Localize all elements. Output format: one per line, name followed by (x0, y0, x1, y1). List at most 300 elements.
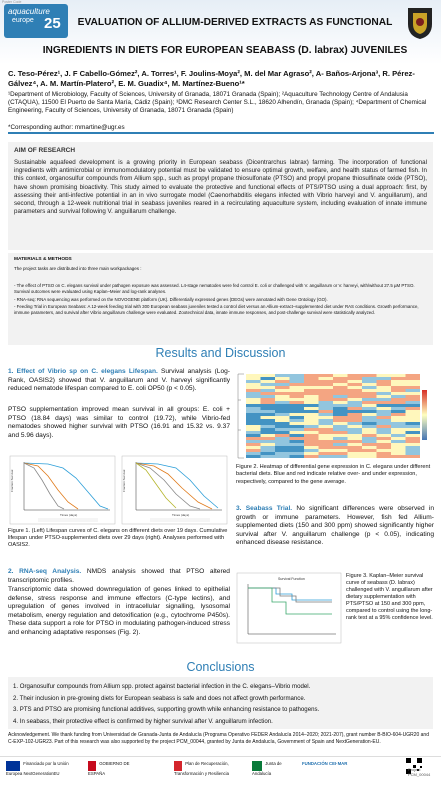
heatmap-cell (319, 413, 334, 416)
heatmap-cell (406, 392, 421, 395)
heatmap-cell (333, 431, 348, 434)
heatmap-cell (319, 428, 334, 431)
logo-year: 25 (44, 15, 61, 32)
heatmap-cell (275, 431, 290, 434)
heatmap-cell (319, 377, 334, 380)
heatmap-cell (261, 428, 276, 431)
heatmap-cell (304, 455, 319, 458)
heatmap-cell (261, 455, 276, 458)
heatmap-cell (406, 416, 421, 419)
heatmap-cell (275, 443, 290, 446)
heatmap-cell (333, 416, 348, 419)
heatmap-cell (377, 404, 392, 407)
heatmap-cell (319, 389, 334, 392)
footer-logo-text: Plan de Recuperación, Transformación y Resiliencia (174, 761, 230, 776)
heatmap-cell (362, 449, 377, 452)
heatmap-cell (261, 425, 276, 428)
heatmap-cell (304, 437, 319, 440)
heatmap-cell (406, 440, 421, 443)
heatmap-cell (319, 410, 334, 413)
heatmap-cell (290, 377, 305, 380)
heatmap-cell (348, 380, 363, 383)
heatmap-cell (391, 449, 406, 452)
heatmap-cell (406, 455, 421, 458)
heatmap-cell (391, 410, 406, 413)
heatmap-cell (348, 389, 363, 392)
heatmap-cell (391, 401, 406, 404)
heatmap-cell (377, 446, 392, 449)
heatmap-cell (261, 389, 276, 392)
heatmap-cell (304, 398, 319, 401)
heatmap-cell (290, 440, 305, 443)
conclusion-item: 4. In seabass, their protective effect is confirmed by higher survival after V. anguillarum infection. (13, 717, 273, 725)
heatmap-cell (275, 422, 290, 425)
heatmap-cell (290, 404, 305, 407)
heatmap-cell (246, 434, 261, 437)
heatmap-cell (406, 443, 421, 446)
heatmap-cell (333, 374, 348, 377)
heatmap-cell (406, 428, 421, 431)
conclusion-item: 1. Organosulfur compounds from Allium spp. protect against bacterial infection in the C. elegans–Vibrio model. (13, 683, 311, 690)
heatmap-cell (348, 419, 363, 422)
heatmap-cell (362, 452, 377, 455)
heatmap-cell (406, 383, 421, 386)
heatmap-cell (275, 389, 290, 392)
heatmap-cell (391, 431, 406, 434)
heatmap-cell (304, 449, 319, 452)
heatmap-cell (391, 434, 406, 437)
heatmap-cell (406, 425, 421, 428)
heatmap-cell (406, 431, 421, 434)
heatmap-cell (246, 386, 261, 389)
heatmap-cell (348, 422, 363, 425)
heatmap-cell (275, 401, 290, 404)
heatmap-cell (377, 401, 392, 404)
heatmap-cell (362, 437, 377, 440)
heatmap-cell (275, 416, 290, 419)
heatmap-cell (377, 389, 392, 392)
heatmap-cell (362, 407, 377, 410)
heatmap-cell (391, 398, 406, 401)
eu-funding-logo (6, 761, 80, 779)
heatmap-cell (275, 374, 290, 377)
heatmap-cell (362, 434, 377, 437)
heatmap-cell (246, 455, 261, 458)
heatmap-cell (348, 398, 363, 401)
heatmap-cell (261, 395, 276, 398)
heatmap-cell (362, 401, 377, 404)
heatmap-cell (275, 377, 290, 380)
heatmap-cell (362, 419, 377, 422)
methods-heading: MATERIALS & METHODS (14, 257, 72, 262)
heatmap-cell (261, 431, 276, 434)
heatmap-cell (391, 437, 406, 440)
figure-3-caption: Figure 3. Kaplan–Meier survival curve of seabass (D. labrax) challenged with V. anguillarum after dietary supplementation with PTS/PTSO at 150 and 300 ppm, compared to control using the long-rank test at a 95% confidence level. (346, 573, 433, 621)
heatmap-cell (377, 428, 392, 431)
heatmap-cell (290, 434, 305, 437)
heatmap-cell (304, 380, 319, 383)
heatmap-cell (290, 428, 305, 431)
heatmap-cell (406, 446, 421, 449)
heatmap-cell (246, 422, 261, 425)
heatmap-cell (333, 377, 348, 380)
heatmap-cell (348, 452, 363, 455)
heatmap-cell (290, 374, 305, 377)
heatmap-cell (290, 407, 305, 410)
heatmap-cell (362, 374, 377, 377)
heatmap-cell (261, 392, 276, 395)
heatmap-cell (290, 401, 305, 404)
heatmap-cell (246, 440, 261, 443)
heatmap-cell (348, 401, 363, 404)
heatmap-cell (406, 434, 421, 437)
heatmap-cell (333, 383, 348, 386)
methods-item: - RNA-seq: RNA sequencing was performed on the NOVOGENE platform (UK). Differentially expressed genes (DEGs) were annotated with Gene Ontology (GO). (14, 296, 328, 302)
junta-andalucia-logo (252, 761, 296, 779)
heatmap-cell (261, 434, 276, 437)
heatmap-cell (246, 449, 261, 452)
figure-3-survival-curve (236, 572, 342, 644)
heatmap-cell (362, 416, 377, 419)
heatmap-cell (246, 389, 261, 392)
result-2b-text: Transcriptomic data showed downregulation of genes linked to epithelial defense, stress response and immune effectors (C-type lectins), and upregulation of genes involved in intracellular signalling, lysosomal metabolism, energy regulation and detoxification (e.g., cytochrome P450s). These data support a role for PTSO in modulating pathogen-induced stress and enhancing adaptative responses (Fig. 2). (8, 586, 230, 636)
heatmap-cell (304, 440, 319, 443)
heatmap-cell (275, 407, 290, 410)
heatmap-cell (391, 374, 406, 377)
heatmap-cell (290, 419, 305, 422)
heatmap-cell (377, 434, 392, 437)
plan-recuperacion-logo (174, 761, 244, 779)
heatmap-cell (290, 446, 305, 449)
aim-section (8, 142, 433, 250)
heatmap-cell (319, 392, 334, 395)
heatmap-cell (362, 446, 377, 449)
heatmap-cell (304, 386, 319, 389)
heatmap-cell (319, 452, 334, 455)
heatmap-cell (290, 422, 305, 425)
heatmap-cell (406, 407, 421, 410)
heatmap-cell (348, 428, 363, 431)
author-list: C. Teso-Pérez¹, J. F Cabello-Gómez², A. Torres¹, F. Joulins-Moya², M. del Mar Agraso², A- Baños-Arjona³, R. Pérez-Gálvez⁴, A. M. Martín-Platero², E. M. Guadix⁴, M. Martínez-Bueno¹* (8, 69, 415, 88)
heatmap-cell (319, 437, 334, 440)
aim-text: Sustainable aquafeed development is a growing priority in European seabass (Dicentrarchus labrax) farming. The incorporation of functional ingredients with antimicrobial or immunomodulatory potential must be validated to ensure optimal growth, welfare, and health status of farmed fish. In this context, organosulfur compounds from Allium spp., such as propyl propane thiosulfonate (PTSO) and propyl propane thiosulfinate oxide (PTSO), have shown promising bioactivity. This study aimed to evaluate the protective and functional effects of PTS/PTSO using a dual approach: first, by assessing their anti-infective potential in an in vivo surrogate model (Caenorhabditis elegans infected with Vibrio harveyi and V. anguillarum), and second, through a 12-week nutritional trial in seabass juveniles reared in a recirculating aquaculture system, including evaluation of innate immune parameters and survival following V. anguillarum challenge. (14, 159, 427, 216)
heatmap-cell (275, 383, 290, 386)
heatmap-cell (261, 413, 276, 416)
heatmap-cell (348, 410, 363, 413)
heatmap-cell (304, 395, 319, 398)
heatmap-cell (275, 455, 290, 458)
heatmap-cell (333, 398, 348, 401)
heatmap-cell (348, 404, 363, 407)
heatmap-cell (362, 386, 377, 389)
result-2-text: NMDS analysis showed that PTSO altered transcriptomic profiles. (8, 568, 230, 584)
heatmap-cell (333, 413, 348, 416)
conclusion-item: 3. PTS and PTSO are promising functional additives, supporting growth while enhancing resistance to pathogens. (13, 706, 320, 713)
heatmap-cell (246, 392, 261, 395)
heatmap-cell (377, 377, 392, 380)
heatmap-cell (377, 413, 392, 416)
heatmap-cell (246, 413, 261, 416)
result-1-title: 1. Effect of Vibrio sp on C. elegans Lifespan. (8, 368, 158, 375)
junta-icon (252, 761, 262, 771)
logo-line1: aquaculture (8, 7, 50, 16)
heatmap-cell (246, 416, 261, 419)
fig3-title: Survival Function (278, 577, 305, 581)
ceimar-logo (302, 761, 352, 779)
heatmap-cell (261, 437, 276, 440)
heatmap-cell (391, 422, 406, 425)
heatmap-cell (348, 377, 363, 380)
heatmap-cell (261, 401, 276, 404)
methods-list (14, 283, 427, 317)
corresponding-author: *Corresponding author: mmartine@ugr.es (8, 124, 125, 131)
heatmap-cell (261, 419, 276, 422)
heatmap-cell (246, 437, 261, 440)
heatmap-cell (391, 446, 406, 449)
heatmap-cell (319, 419, 334, 422)
heatmap-cell (377, 407, 392, 410)
methods-intro: The project tasks are distributed into three main workpackages : (14, 266, 142, 271)
heatmap-cell (275, 428, 290, 431)
heatmap-cell (377, 395, 392, 398)
heatmap-cell (246, 395, 261, 398)
heatmap-cell (275, 413, 290, 416)
heatmap-cell (406, 398, 421, 401)
heatmap-cell (246, 383, 261, 386)
acknowledgement: Acknowledgement. We thank funding from Universidad de Granada-Junta de Andalucía (Programa Operativo FEDER Andalucía 2014–2020; 2021-207), grant number B-BIO-604-UGR20 and C-EXP-102-UGR23. Part of this research was also supported by the project PCM_00044, granted by Junta de Andalucía, Government of Spain and NextGeneration-EU. (8, 732, 429, 745)
heatmap-cell (290, 395, 305, 398)
heatmap-cell (348, 386, 363, 389)
heatmap-cell (261, 440, 276, 443)
heatmap-cell (304, 383, 319, 386)
heatmap-cell (304, 389, 319, 392)
heatmap-cell (261, 449, 276, 452)
heatmap-cell (290, 389, 305, 392)
gobierno-espana-logo (88, 761, 146, 779)
heatmap-cell (290, 416, 305, 419)
heatmap-cell (348, 446, 363, 449)
conclusion-item: 2. Their inclusion in pre-growing diets for European seabass is safe and does not affect growth performance. (13, 694, 306, 702)
heatmap-cell (362, 422, 377, 425)
heatmap-cell (377, 437, 392, 440)
heatmap-cell (333, 407, 348, 410)
heatmap-cell (348, 455, 363, 458)
heatmap-cell (333, 404, 348, 407)
heatmap-cell (246, 407, 261, 410)
heatmap-cell (290, 452, 305, 455)
heatmap-cell (261, 374, 276, 377)
heatmap-cell (261, 383, 276, 386)
result-1-text: Survival analysis (Log-Rank, OASIS2) showed that V. anguillarum and V. harveyi significantly reduced nematode lifespan compared to E. coli OP50 (p < 0.05). (8, 368, 230, 393)
heatmap-cell (391, 389, 406, 392)
conclusions-heading: Conclusions (186, 660, 255, 674)
heatmap-cell (362, 410, 377, 413)
heatmap-cell (246, 404, 261, 407)
heatmap-cell (406, 413, 421, 416)
heatmap-cell (319, 440, 334, 443)
heatmap-cell (391, 404, 406, 407)
heatmap-cell (362, 443, 377, 446)
heatmap-cell (348, 383, 363, 386)
heatmap-cell (319, 422, 334, 425)
spain-crest-icon (88, 761, 96, 771)
heatmap-cell (362, 428, 377, 431)
aquaculture-europe-logo (4, 4, 68, 38)
heatmap-cell (261, 410, 276, 413)
heatmap-cell (333, 389, 348, 392)
heatmap-cell (348, 437, 363, 440)
result-1b-text: PTSO supplementation improved mean survival in all groups: E. coli + PTSO (18.84 days) was similar to control (19.72), while Vibrio-fed nematodes showed higher survival with PTSO (16.91 and 15.32 vs. 9.37 and 5.96 days). (8, 406, 230, 439)
heatmap-cell (348, 407, 363, 410)
heatmap-cell (362, 404, 377, 407)
heatmap-cell (304, 401, 319, 404)
heatmap-cell (391, 377, 406, 380)
heatmap-cell (275, 452, 290, 455)
heatmap-cell (275, 392, 290, 395)
heatmap-cell (362, 377, 377, 380)
heatmap-cell (319, 395, 334, 398)
heatmap-cell (290, 410, 305, 413)
heatmap-cell (406, 422, 421, 425)
heatmap-cell (275, 437, 290, 440)
heatmap-cell (275, 386, 290, 389)
heatmap-cell (362, 392, 377, 395)
heatmap-cell (406, 389, 421, 392)
heatmap-cell (319, 443, 334, 446)
conclusions-list (13, 681, 428, 727)
heatmap-cell (333, 446, 348, 449)
heatmap-cell (362, 413, 377, 416)
heatmap-cell (391, 425, 406, 428)
funding-footer (0, 756, 441, 785)
heatmap-cell (304, 443, 319, 446)
heatmap-cell (304, 419, 319, 422)
heatmap-cell (377, 410, 392, 413)
fig1-right-ylabel: Fraction Survival (122, 469, 126, 492)
heatmap-cell (333, 455, 348, 458)
heatmap-cell (391, 419, 406, 422)
heatmap-cell (391, 395, 406, 398)
result-3-title: 3. Seabass Trial. (236, 505, 293, 512)
heatmap-cell (261, 446, 276, 449)
heatmap-figure (236, 370, 434, 462)
heatmap-cell (304, 452, 319, 455)
heatmap-cell (261, 404, 276, 407)
heatmap-cell (246, 428, 261, 431)
heatmap-cell (391, 440, 406, 443)
heatmap-cell (377, 443, 392, 446)
heatmap-cell (333, 449, 348, 452)
heatmap-cell (406, 386, 421, 389)
heatmap-cell (377, 452, 392, 455)
heatmap-cell (319, 380, 334, 383)
result-3-text: No significant differences were observed in growth or immune parameters. However, fish fed Allium-supplemented diets (150 and 300 ppm) showed significantly higher survival after V. anguillarum challenge (p < 0.05), indicating enhanced disease resistance. (236, 505, 435, 547)
heatmap-cell (377, 431, 392, 434)
heatmap-cell (319, 455, 334, 458)
heatmap-cell (362, 431, 377, 434)
heatmap-cell (362, 395, 377, 398)
heatmap-cell (275, 440, 290, 443)
heatmap-cell (333, 443, 348, 446)
heatmap-cell (391, 452, 406, 455)
heatmap-cell (333, 422, 348, 425)
heatmap-cell (246, 425, 261, 428)
heatmap-cell (275, 395, 290, 398)
result-1 (8, 368, 230, 394)
heatmap-cell (319, 374, 334, 377)
heatmap-cell (304, 410, 319, 413)
results-heading: Results and Discussion (155, 346, 286, 360)
heatmap-cell (290, 392, 305, 395)
heatmap-cell (290, 449, 305, 452)
heatmap-cell (406, 377, 421, 380)
heatmap-colorbar (422, 390, 427, 440)
heatmap-cell (391, 428, 406, 431)
heatmap-cell (304, 416, 319, 419)
heatmap-cell (290, 383, 305, 386)
heatmap-cell (246, 410, 261, 413)
heatmap-cell (333, 440, 348, 443)
heatmap-cell (348, 374, 363, 377)
heatmap-dendrogram (238, 374, 244, 458)
heatmap-cell (275, 404, 290, 407)
methods-item: - Feeding Trial in European Seabass: A 12-week feeding trial with 300 European seabass juveniles tested a control diet versus an Allium-extract–supplemented diet under RAS conditions. Growth performance, immune parameters, and survival after Vibrio anguillarum challenge were evaluated. Zootechnical data, innate immune responses, and post-challenge survival were statistically analyzed. (14, 303, 419, 316)
heatmap-cell (391, 407, 406, 410)
heatmap-cell (319, 416, 334, 419)
heatmap-cell (377, 455, 392, 458)
heatmap-cell (362, 380, 377, 383)
heatmap-cell (348, 443, 363, 446)
heatmap-cell (319, 401, 334, 404)
heatmap-cell (261, 377, 276, 380)
heatmap-cell (362, 383, 377, 386)
heatmap-cell (333, 401, 348, 404)
heatmap-cell (377, 386, 392, 389)
heatmap-cell (362, 440, 377, 443)
heatmap-cell (290, 455, 305, 458)
heatmap-cell (246, 374, 261, 377)
heatmap-cell (406, 401, 421, 404)
heatmap-cell (246, 401, 261, 404)
figure-1-caption: Figure 1. (Left) Lifespan curves of C. elegans on different diets over 19 days. Cumulative lifespan under PTSO-supplemented diets over 29 days (right). Analyses performed with OASIS2. (8, 528, 228, 549)
heatmap-cell (290, 386, 305, 389)
heatmap-cell (377, 392, 392, 395)
heatmap-cell (319, 431, 334, 434)
heatmap-cell (261, 380, 276, 383)
heatmap-cell (246, 431, 261, 434)
heatmap-cell (362, 389, 377, 392)
heatmap-cell (304, 428, 319, 431)
affiliations: ¹Department of Microbiology, Faculty of Sciences, University of Granada, 18071 Granada (Spain); ²Aquaculture Technology Centre of Andalusia (CTAQUA), 11500 El Puerto de Santa María, Cádiz (Spain); ³DMC Research Center S.L., 18620 Alhendín, Granada (Spain); ⁴Department of Chemical Engineering, Faculty of Sciences, University of Granada, 18071 Granada (Spain) (8, 91, 427, 115)
heatmap-cell (319, 404, 334, 407)
heatmap-cell (377, 380, 392, 383)
heatmap-cell (406, 452, 421, 455)
methods-item: - The effect of PTSO on C. elegans survival under pathogen exposure was assessed. L4-stage nematodes were fed control E. coli or challenged with V. anguillarum or V. harveyi, with/without 27.5 µM PTSO. Survival outcomes were evaluated using Kaplan–Meier and log-rank analyses. (14, 283, 415, 295)
heatmap-cell (319, 407, 334, 410)
heatmap-cell (304, 413, 319, 416)
heatmap-cell (304, 404, 319, 407)
heatmap-cell (290, 437, 305, 440)
heatmap-cell (275, 434, 290, 437)
eu-flag-icon (6, 761, 20, 771)
poster-tag: Poster Code (2, 0, 22, 4)
poster-title-line2: INGREDIENTS IN DIETS FOR EUROPEAN SEABASS (D. labrax) JUVENILES (42, 45, 408, 56)
heatmap-cell (333, 452, 348, 455)
heatmap-cell (290, 431, 305, 434)
heatmap-cell (319, 386, 334, 389)
heatmap-cell (261, 443, 276, 446)
heatmap-cell (377, 398, 392, 401)
